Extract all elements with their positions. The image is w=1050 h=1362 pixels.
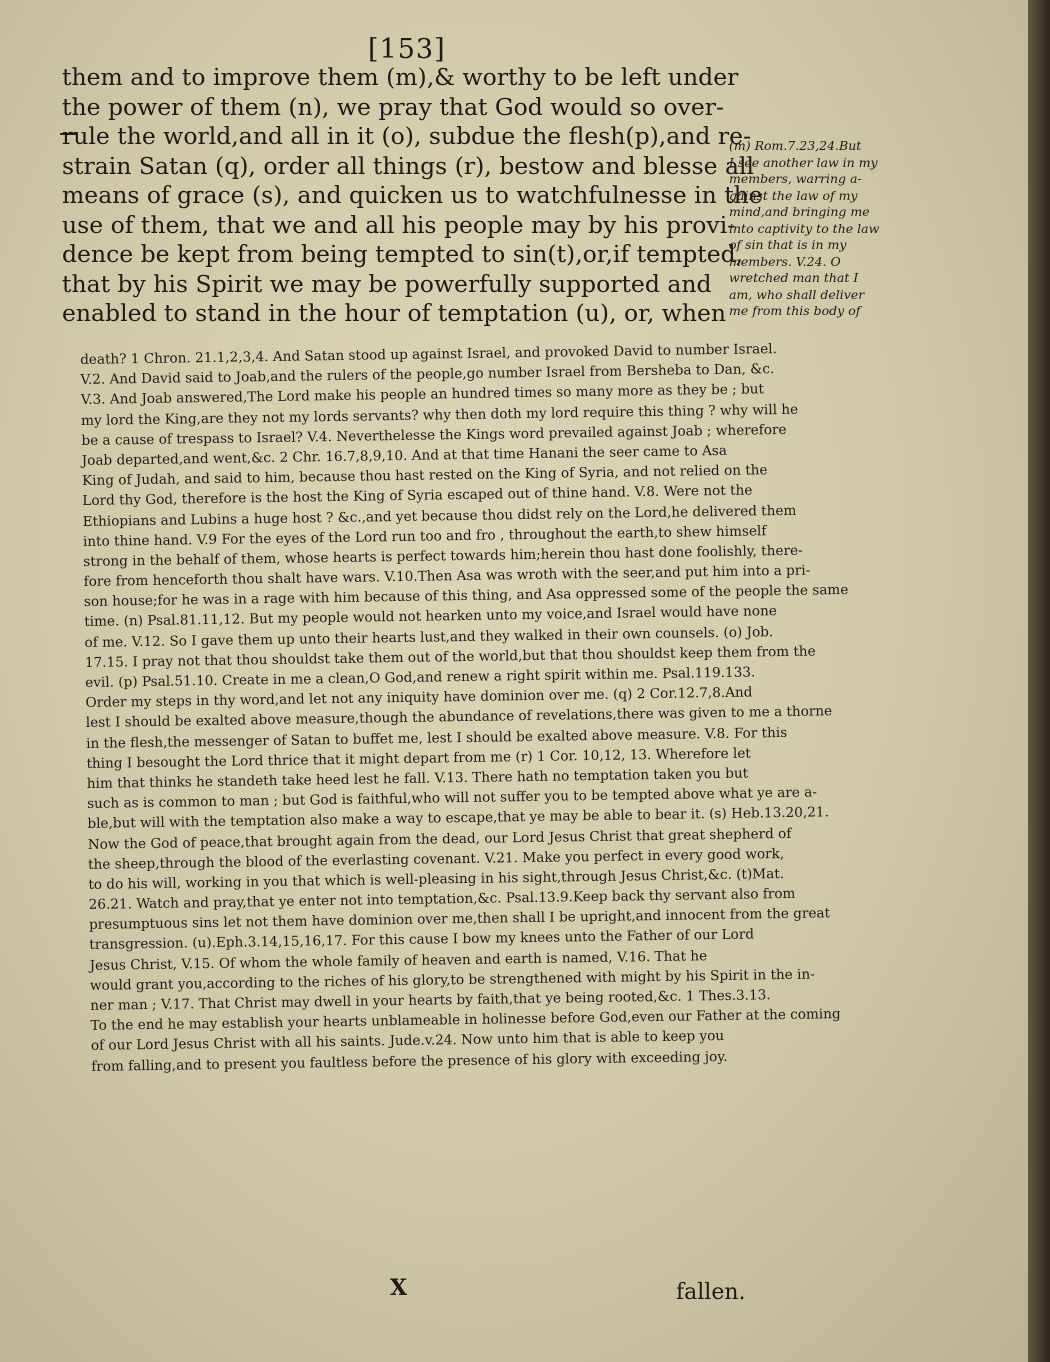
footnote-line: would grant you,according to the riches of his glory,to be strengthened with might by his Spirit in the in- <box>89 966 815 994</box>
footnote-line: To the end he may establish your hearts unblameable in holinesse before God,even our Father at the coming <box>90 1006 841 1035</box>
main-line: that by his Spirit we may be powerfully supported and <box>62 269 712 298</box>
catchword: fallen. <box>676 1280 746 1305</box>
footnote-line: Jesus Christ, V.15. Of whom the whole family of heaven and earth is named, V.16. That he <box>89 947 708 974</box>
footnote-line: evil. (p) Psal.51.10. Create in me a clean,O God,and renew a right spirit within me. Psal.119.133. <box>85 664 756 691</box>
footnote-line: ble,but will with the temptation also make a way to escape,that ye may be able to bear it. (s) Heb.13.20,21. <box>87 804 829 833</box>
footnote-line: 26.21. Watch and pray,that ye enter not into temptation,&c. Psal.13.9.Keep back thy servant also from <box>88 885 796 913</box>
margin-line: members, warring a- <box>729 171 862 186</box>
main-line: strain Satan (q), order all things (r), bestow and blesse all <box>62 151 755 180</box>
margin-line: gainst the law of my <box>729 187 858 203</box>
main-line: them and to improve them (m),& worthy to be left under <box>62 63 739 91</box>
footnote-line: presumptuous sins let not them have dominion over me,then shall I be upright,and innocent from the great <box>88 905 831 934</box>
margin-line: wretched man that I <box>729 270 859 285</box>
main-text <box>62 63 763 329</box>
footnote-line: fore from henceforth thou shalt have wars. V.10.Then Asa was wroth with the seer,and put him into a pri- <box>83 562 811 591</box>
footnote-line: in the flesh,the messenger of Satan to buffet me, lest I should be exalted above measure. V.8. For this <box>86 724 788 752</box>
footnote-line: be a cause of trespass to Israel? V.4. Neverthelesse the Kings word prevailed against Joab ; wherefore <box>81 421 787 449</box>
footnote-line: lest I should be exalted above measure,though the abundance of revelations,there was given to me a thorne <box>85 703 833 732</box>
margin-line: me from this body of <box>729 303 861 318</box>
margin-line: of sin that is in my <box>729 237 847 252</box>
footnote-line: V.2. And David said to Joab,and the rulers of the people,go number Israel from Bersheba to Dan, &c. <box>80 361 775 389</box>
footnote-line: ner man ; V.17. That Christ may dwell in your hearts by faith,that ye being rooted,&c. 1 Thes.3.13. <box>90 987 771 1014</box>
margin-line: into captivity to the law <box>729 220 880 236</box>
footnote-line: thing I besought the Lord thrice that it might depart from me (r) 1 Cor. 10,12, 13. Wherefore let <box>86 745 751 772</box>
main-line: rule the world,and all in it (o), subdue the flesh(p),and re- <box>62 122 752 150</box>
main-line: means of grace (s), and quicken us to watchfulnesse in the <box>62 181 763 209</box>
margin-note <box>729 138 919 320</box>
footnote-line: from falling,and to present you faultless before the presence of his glory with exceeding joy. <box>91 1048 728 1075</box>
footnotes <box>80 337 941 1077</box>
footnote-line: such as is common to man ; but God is faithful,who will not suffer you to be tempted above what ye are a- <box>87 784 818 813</box>
main-line: dence be kept from being tempted to sin(t),or,if tempted, <box>62 240 744 268</box>
footnote-line: strong in the behalf of them, whose hearts is perfect towards him;herein thou hast done foolishly, there- <box>83 542 803 570</box>
footnote-line: my lord the King,are they not my lords servants? why then doth my lord require this thing ? why will he <box>80 401 799 429</box>
footnote-line: son house;for he was in a rage with him because of this thing, and Asa oppressed some of the people the same <box>83 582 849 611</box>
footnote-line: of me. V.12. So I gave them up unto their hearts lust,and they walked in their own counsels. (o) Job. <box>84 623 774 651</box>
footnote-line: of our Lord Jesus Christ with all his saints. Jude.v.24. Now unto him that is able to keep you <box>90 1028 725 1055</box>
footnote-line: time. (n) Psal.81.11,12. But my people would not hearken unto my voice,and Israel would have none <box>84 603 777 631</box>
footnote-line: Order my steps in thy word,and let not any iniquity have dominion over me. (q) 2 Cor.12.7,8.And <box>85 684 753 712</box>
signature-mark: X <box>390 1275 408 1301</box>
margin-line: mind,and bringing me <box>729 204 870 219</box>
margin-line: am, who shall deliver <box>729 286 865 302</box>
footnote-line: him that thinks he standeth take heed lest he fall. V.13. There hath no temptation taken you but <box>86 765 749 792</box>
margin-line: I see another law in my <box>729 154 878 170</box>
main-line: the power of them (n), we pray that God would so over- <box>62 92 724 121</box>
main-line: use of them, that we and all his people may by his provi- <box>62 210 736 239</box>
footnote-line: V.3. And Joab answered,The Lord make his people an hundred times so many more as they be ; but <box>80 381 765 409</box>
footnote-line: transgression. (u).Eph.3.14,15,16,17. For this cause I bow my knees unto the Father of our Lord <box>89 926 755 954</box>
footnote-line: Lord thy God, therefore is the host the King of Syria escaped out of thine hand. V.8. Were not the <box>82 482 753 510</box>
page-edge-shadow <box>1028 0 1050 1362</box>
margin-line: members. V.24. O <box>729 253 841 269</box>
main-line: enabled to stand in the hour of temptation (u), or, when <box>62 299 727 327</box>
margin-line: (m) Rom.7.23,24.But <box>729 138 862 153</box>
footnote-line: 17.15. I pray not that thou shouldst take them out of the world,but that thou shouldst keep them from the <box>84 643 816 671</box>
page-number: [153] <box>368 34 446 65</box>
footnote-line: Ethiopians and Lubins a huge host ? &c.,and yet because thou didst rely on the Lord,he delivered them <box>82 502 797 530</box>
footnote-line: to do his will, working in you that which is well-pleasing in his sight,through Jesus Christ,&c. (t)Mat. <box>88 865 785 893</box>
footnote-line: into thine hand. V.9 For the eyes of the Lord run too and fro , throughout the earth,to shew himself <box>82 522 767 550</box>
footnote-line: Now the God of peace,that brought again from the dead, our Lord Jesus Christ that great shepherd of <box>87 825 792 853</box>
footnote-line: death? 1 Chron. 21.1,2,3,4. And Satan stood up against Israel, and provoked David to number Israel. <box>80 341 778 368</box>
footnote-line: Joab departed,and went,&c. 2 Chr. 16.7,8,9,10. And at that time Hanani the seer came to Asa <box>81 442 728 469</box>
footnote-line: the sheep,through the blood of the everlasting covenant. V.21. Make you perfect in every good work, <box>87 845 785 873</box>
footnote-line: King of Judah, and said to him, because thou hast rested on the King of Syria, and not relied on the <box>81 462 768 490</box>
